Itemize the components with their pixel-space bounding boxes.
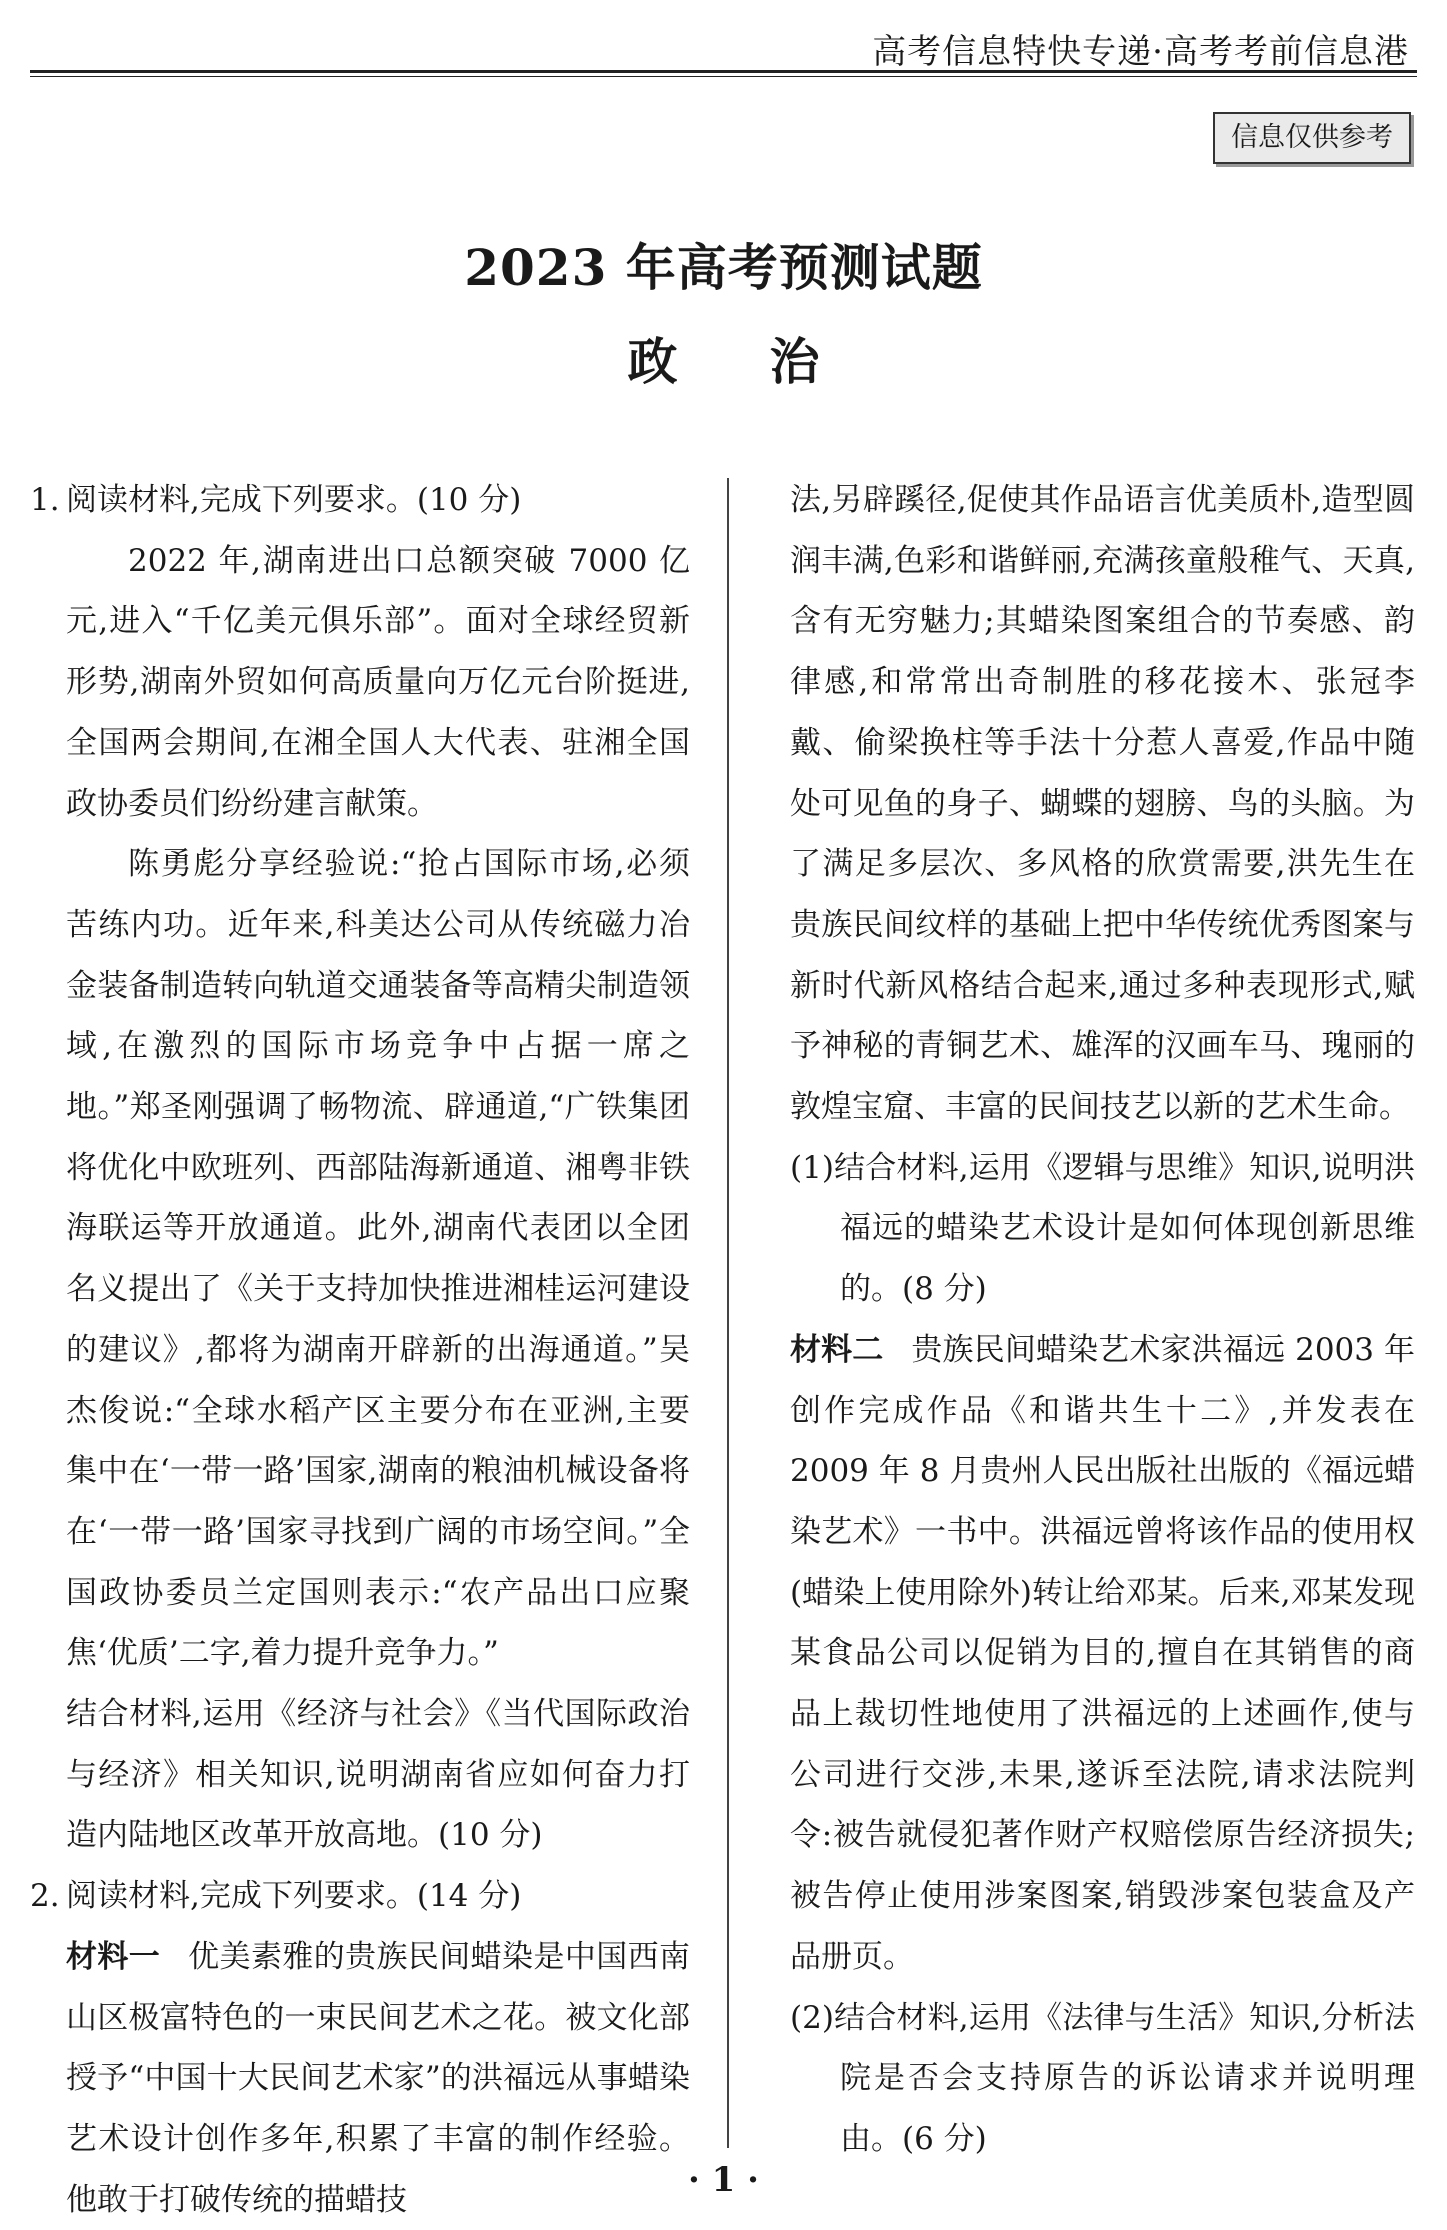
column-divider — [727, 478, 729, 2148]
question-2-stem — [30, 1866, 690, 1927]
material-1-text: 优美素雅的贵族民间蜡染是中国西南山区极富特色的一束民间艺术之花。被文化部授予“中国十大民间艺术家”的洪福远从事蜡染艺术设计创作多年,积累了丰富的制作经验。他敢于打破传统的描蜡技 — [66, 1938, 691, 2218]
question-1-stem-text: 阅读材料,完成下列要求。(10 分) — [66, 482, 522, 518]
header-rule-thin — [30, 76, 1417, 77]
question-1-number: 1. — [30, 482, 60, 518]
material-1-continued: 法,另辟蹊径,促使其作品语言优美质朴,造型圆润丰满,色彩和谐鲜丽,充满孩童般稚气、天真,含有无穷魅力;其蜡染图案组合的节奏感、韵律感,和常常出奇制胜的移花接木、张冠李戴、偷梁换柱等手法十分惹人喜爱,作品中随处可见鱼的身子、蝴蝶的翅膀、鸟的头脑。为了满足多层次、多风格的欣赏需要,洪先生在贵族民间纹样的基础上把中华传统优秀图案与新时代新风格结合起来,通过多种表现形式,赋予神秘的青铜艺术、雄浑的汉画车马、瑰丽的敦煌宝窟、丰富的民间技艺以新的艺术生命。 — [790, 482, 1415, 1126]
question-1-paragraph-1: 2022 年,湖南进出口总额突破 7000 亿元,进入“千亿美元俱乐部”。面对全球经贸新形势,湖南外贸如何高质量向万亿元台阶挺进,全国两会期间,在湘全国人大代表、驻湘全国政协委员们纷纷建言献策。 — [66, 542, 690, 822]
question-2-number: 2. — [30, 1878, 60, 1915]
material-2-text: 贵族民间蜡染艺术家洪福远 2003 年创作完成作品《和谐共生十二》,并发表在 2009 年 8 月贵州人民出版社出版的《福远蜡染艺术》一书中。洪福远曾将该作品的使用权(蜡染上使用除外)转让给邓某。后来,邓某发现某食品公司以促销为目的,擅自在其销售的商品上裁切性地使用了洪福远的上述画作,使与公司进行交涉,未果,遂诉至法院,请求法院判令:被告就侵犯著作财产权赔偿原告经济损失;被告停止使用涉案图案,销毁涉案包装盒及产品册页。 — [790, 1331, 1415, 1975]
page-number: · 1 · — [687, 2160, 759, 2200]
left-column — [30, 470, 690, 2230]
header-title: 高考信息特快专递·高考考前信息港 — [872, 32, 1409, 72]
page-title: 2023 年高考预测试题 — [464, 238, 983, 297]
question-1-task: 结合材料,运用《经济与社会》《当代国际政治与经济》相关知识,说明湖南省应如何奋力打造内陆地区改革开放高地。(10 分) — [66, 1696, 690, 1854]
material-1-label: 材料一 — [66, 1938, 161, 1975]
sub-question-2: (2)结合材料,运用《法律与生活》知识,分析法院是否会支持原告的诉讼请求并说明理由。(6 分) — [790, 1999, 1415, 2157]
subject-title: 政治 — [627, 332, 912, 391]
question-2-stem-text: 阅读材料,完成下列要求。(14 分) — [66, 1878, 522, 1915]
right-column — [790, 470, 1415, 2170]
question-1-paragraph-2: 陈勇彪分享经验说:“抢占国际市场,必须苦练内功。近年来,科美达公司从传统磁力冶金装备制造转向轨道交通装备等高精尖制造领域,在激烈的国际市场竞争中占据一席之地。”郑圣刚强调了畅物流、辟通道,“广铁集团将优化中欧班列、西部陆海新通道、湘粤非铁海联运等开放通道。此外,湖南代表团以全团名义提出了《关于支持加快推进湘桂运河建设的建议》,都将为湖南开辟新的出海通道。”吴杰俊说:“全球水稻产区主要分布在亚洲,主要集中在‘一带一路’国家,湖南的粮油机械设备将在‘一带一路’国家寻找到广阔的市场空间。”全国政协委员兰定国则表示:“农产品出口应聚焦‘优质’二字,着力提升竞争力。” — [66, 846, 690, 1672]
material-2 — [790, 1320, 1415, 1988]
question-1-stem — [30, 470, 690, 531]
material-2-label: 材料二 — [790, 1331, 884, 1368]
disclaimer-badge: 信息仅供参考 — [1213, 112, 1411, 164]
sub-question-1: (1)结合材料,运用《逻辑与思维》知识,说明洪福远的蜡染艺术设计是如何体现创新思维的。(8 分) — [790, 1149, 1415, 1308]
header-rule-thick — [30, 70, 1417, 73]
